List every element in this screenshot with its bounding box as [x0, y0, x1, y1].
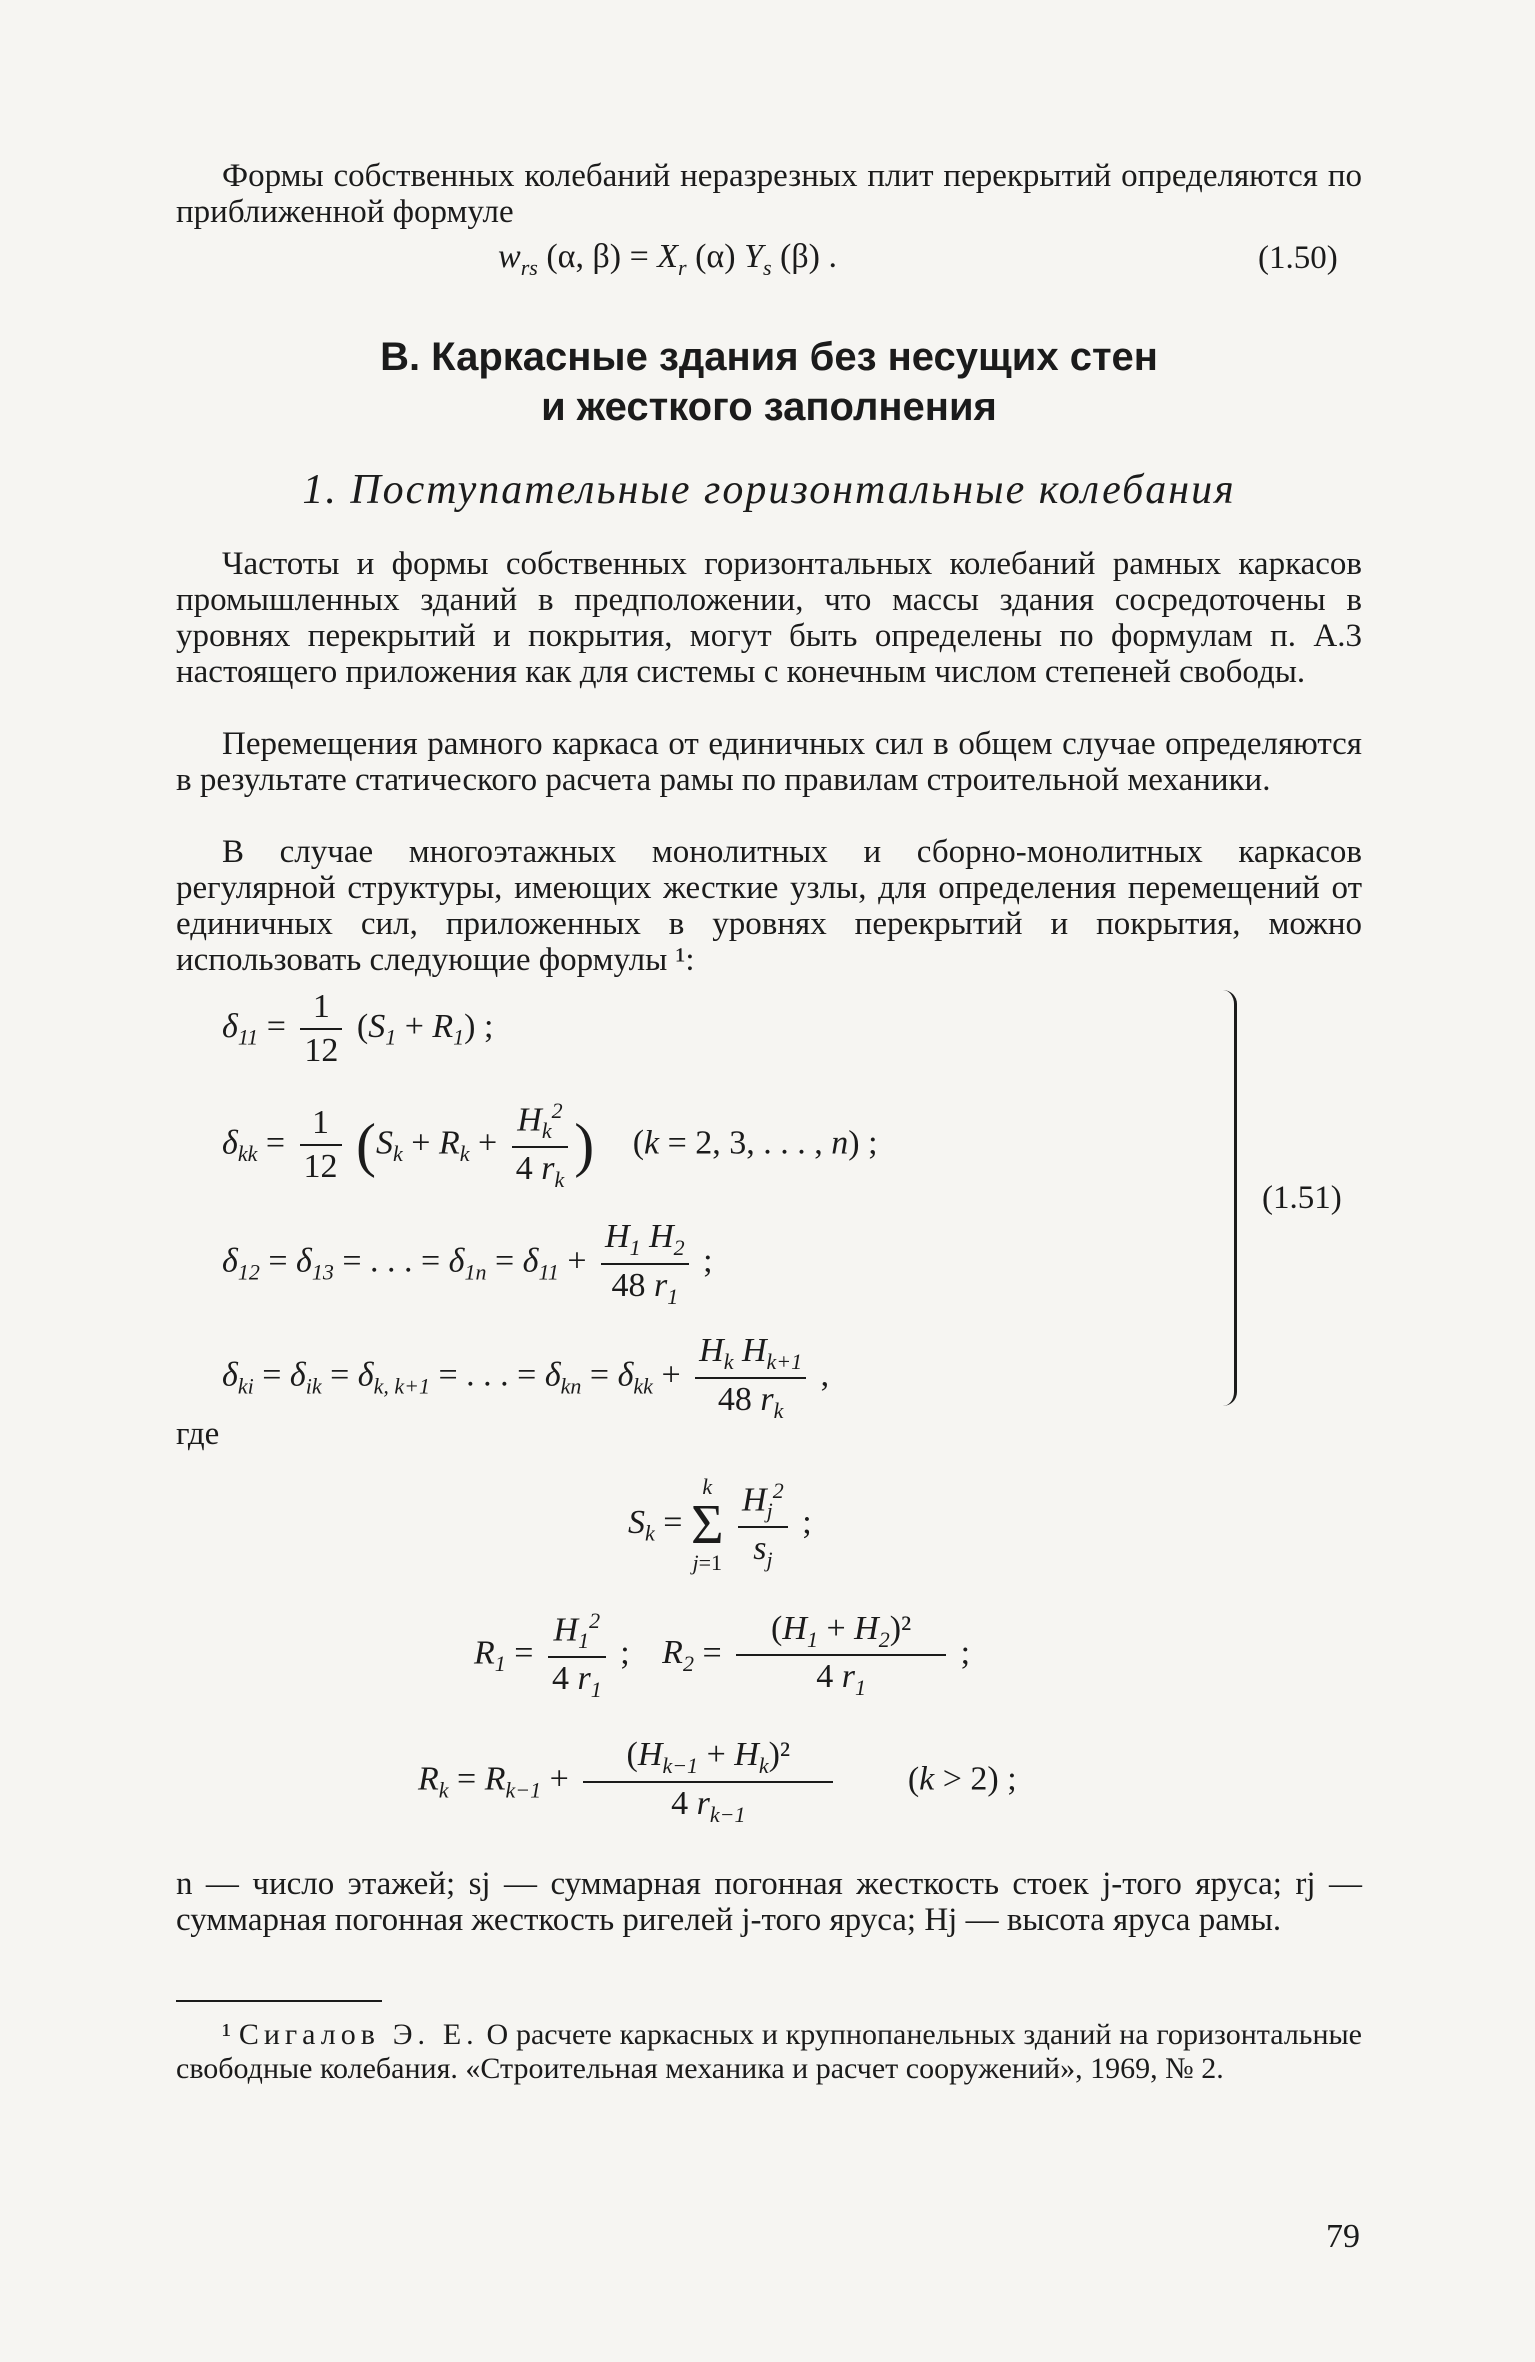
formula-delta-12: $\delta_{12} = \delta_{13}$ = . . . = $\delta_{1n} = \delta_{11}$ + $\frac{H_1 H_2}{48 r_1}$ ;	[222, 1218, 713, 1309]
page-number: 79	[1326, 2218, 1360, 2255]
where-label: где	[176, 1416, 220, 1452]
paragraph-frequencies: Частоты и формы собственных горизонтальных колебаний рамных каркасов промышленных зданий в предположении, что массы здания сосредоточены в уровнях перекрытий и покрытия, могут быть определены по формулам п. А.3 настоящего приложения как для системы с конечным числом степеней свободы.	[176, 546, 1362, 690]
paragraph-displacements: Перемещения рамного каркаса от единичных сил в общем случае определяются в результате статического расчета рамы по правилам строительной механики.	[176, 726, 1362, 798]
equation-number-1-51: (1.51)	[1262, 1180, 1342, 1216]
section-heading-line-1: В. Каркасные здания без несущих стен	[380, 335, 1158, 379]
footnote-text: О расчете каркасных и крупнопанельных зданий на горизонтальные свободные колебания. «Строительная механика и расчет сооружений», 1969, № 2.	[176, 2018, 1363, 2085]
variables-legend: n — число этажей; sj — суммарная погонная жесткость стоек j-того яруса; rj — суммарная погонная жесткость ригелей j-того яруса; Hj — высота яруса рамы.	[176, 1866, 1362, 1938]
section-heading-line-2: и жесткого заполнения	[541, 385, 997, 429]
formula-s-k: $S_k$ = k Σ j=1 $\frac{H_j^2}{s_j}$ ;	[628, 1474, 812, 1575]
formula-delta-11: $\delta_{11}$ = $\frac{1}{12}$ $(S_1 + R_1)$ ;	[222, 988, 494, 1069]
equation-number-1-50: (1.50)	[1258, 240, 1338, 276]
footnote-author: Сигалов Э. Е.	[238, 2018, 479, 2051]
formula-delta-ki: $\delta_{ki} = \delta_{ik} = \delta_{k, k+1}$ = . . . = $\delta_{kn} = \delta_{kk}$ + $\frac{H_k H_{k+1}}{48 r_k}$ ,	[222, 1332, 830, 1423]
formula-r1-r2: $R_1$ = $\frac{H_1^2}{4 r_1}$ ; $R_2$ = $\frac{(H_1 + H_2)^2}{4 r_1}$ ;	[474, 1608, 971, 1702]
subsection-heading: 1. Поступательные горизонтальные колебания	[302, 467, 1236, 513]
footnote: ¹ Сигалов Э. Е. О расчете каркасных и крупнопанельных зданий на горизонтальные свободные колебания. «Строительная механика и расчет сооружений», 1969, № 2.	[176, 2018, 1363, 2085]
system-brace	[1216, 990, 1237, 1406]
formula-delta-kk: $\delta_{kk}$ = $\frac{1}{12}$ ($S_k + R_k$ + $\frac{H_k^2}{4 r_k}$ ) (k = 2, 3, . . . , n) ;	[222, 1098, 878, 1192]
footnote-rule	[176, 2000, 382, 2002]
formula-r-k: $R_k = R_{k-1}$ + $\frac{(H_{k-1} + H_k)^2}{4 r_{k-1}}$ (k > 2) ;	[418, 1736, 1017, 1827]
formula-1-50: $w_{rs}$ (α, $\beta) = X_r$ (α) $Y_s$ (β) .	[498, 238, 837, 280]
intro-paragraph: Формы собственных колебаний неразрезных плит перекрытий определяются по приближенной формуле	[176, 158, 1362, 230]
paragraph-multistorey: В случае многоэтажных монолитных и сборно-монолитных каркасов регулярной структуры, имеющих жесткие узлы, для определения перемещений от единичных сил, приложенных в уровнях перекрытий и покрытия, можно использовать следующие формулы ¹:	[176, 834, 1362, 978]
